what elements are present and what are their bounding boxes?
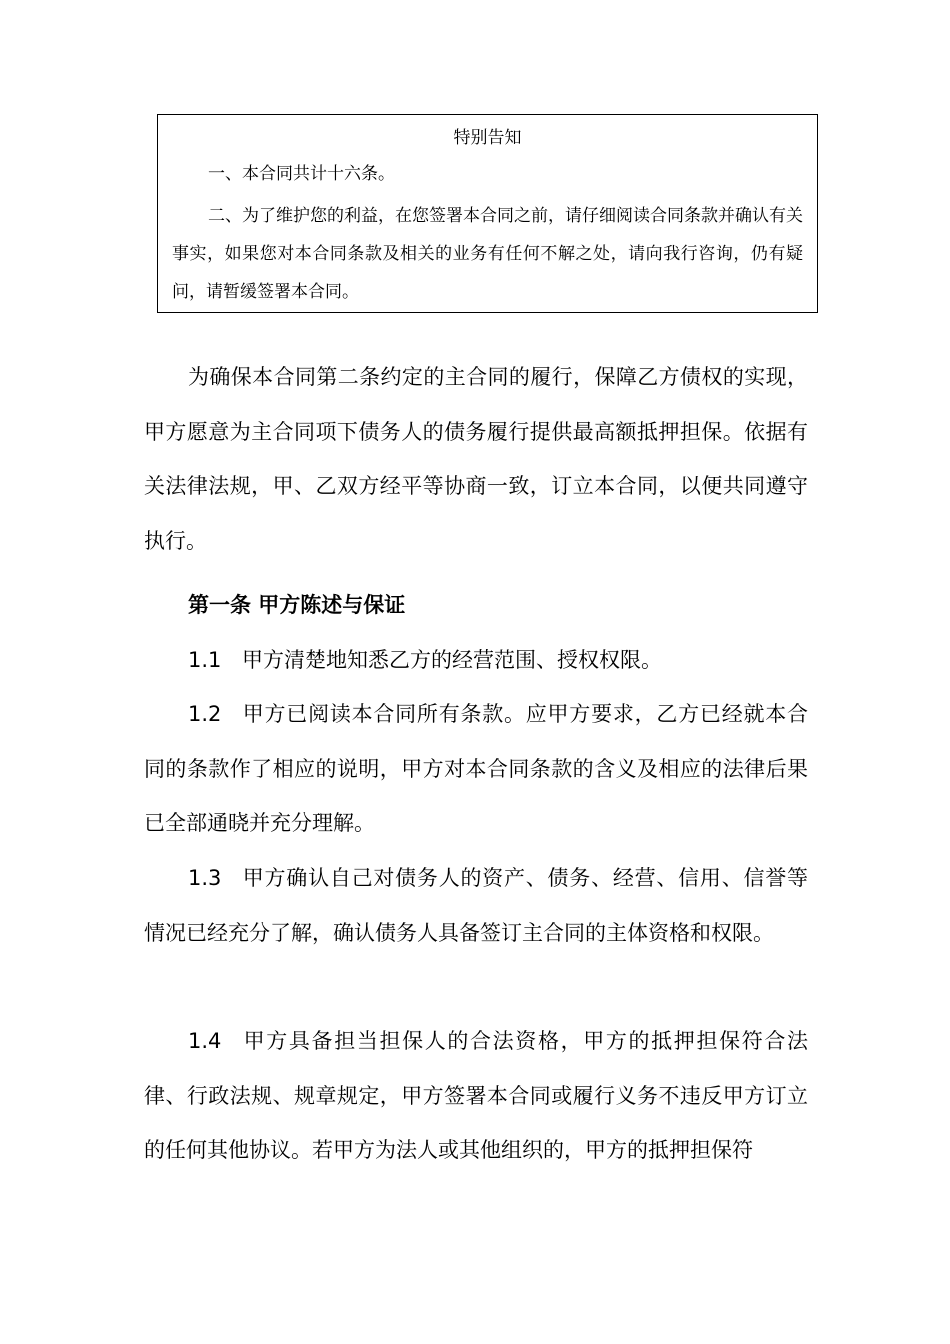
notice-title: 特别告知 xyxy=(453,128,522,148)
clause-text: 甲方清楚地知悉乙方的经营范围、授权权限。 xyxy=(242,648,662,672)
clause-1-2 xyxy=(144,687,808,851)
notice-item-2: 二、为了维护您的利益，在您签署本合同之前，请仔细阅读合同条款并确认有关事实，如果您对本合同条款及相关的业务有任何不解之处，请向我行咨询，仍有疑问，请暂缓签署本合同。 xyxy=(172,206,803,302)
clause-number: 1.3 xyxy=(188,866,222,890)
notice-item-1: 一、本合同共计十六条。 xyxy=(208,164,395,184)
intro-paragraph: 为确保本合同第二条约定的主合同的履行，保障乙方债权的实现，甲方愿意为主合同项下债务人的债务履行提供最高额抵押担保。依据有关法律法规，甲、乙双方经平等协商一致，订立本合同，以便共同遵守执行。 xyxy=(144,365,808,553)
clause-text: 甲方具备担当担保人的合法资格，甲方的抵押担保符合法律、行政法规、规章规定，甲方签署本合同或履行义务不违反甲方订立的任何其他协议。若甲方为法人或其他组织的，甲方的抵押担保符 xyxy=(144,1029,808,1162)
clause-number: 1.2 xyxy=(188,702,222,726)
clause-1-4 xyxy=(144,1014,808,1178)
clause-text: 甲方已阅读本合同所有条款。应甲方要求，乙方已经就本合同的条款作了相应的说明，甲方对本合同条款的含义及相应的法律后果已全部通晓并充分理解。 xyxy=(144,702,808,835)
clause-1-3 xyxy=(144,851,808,960)
clause-number: 1.1 xyxy=(188,648,222,672)
clause-1-1 xyxy=(144,633,808,688)
article-1-heading: 第一条 甲方陈述与保证 xyxy=(188,593,406,617)
clause-text: 甲方确认自己对债务人的资产、债务、经营、信用、信誉等情况已经充分了解，确认债务人具备签订主合同的主体资格和权限。 xyxy=(144,866,808,945)
clause-number: 1.4 xyxy=(188,1029,222,1053)
special-notice-box xyxy=(157,114,818,313)
